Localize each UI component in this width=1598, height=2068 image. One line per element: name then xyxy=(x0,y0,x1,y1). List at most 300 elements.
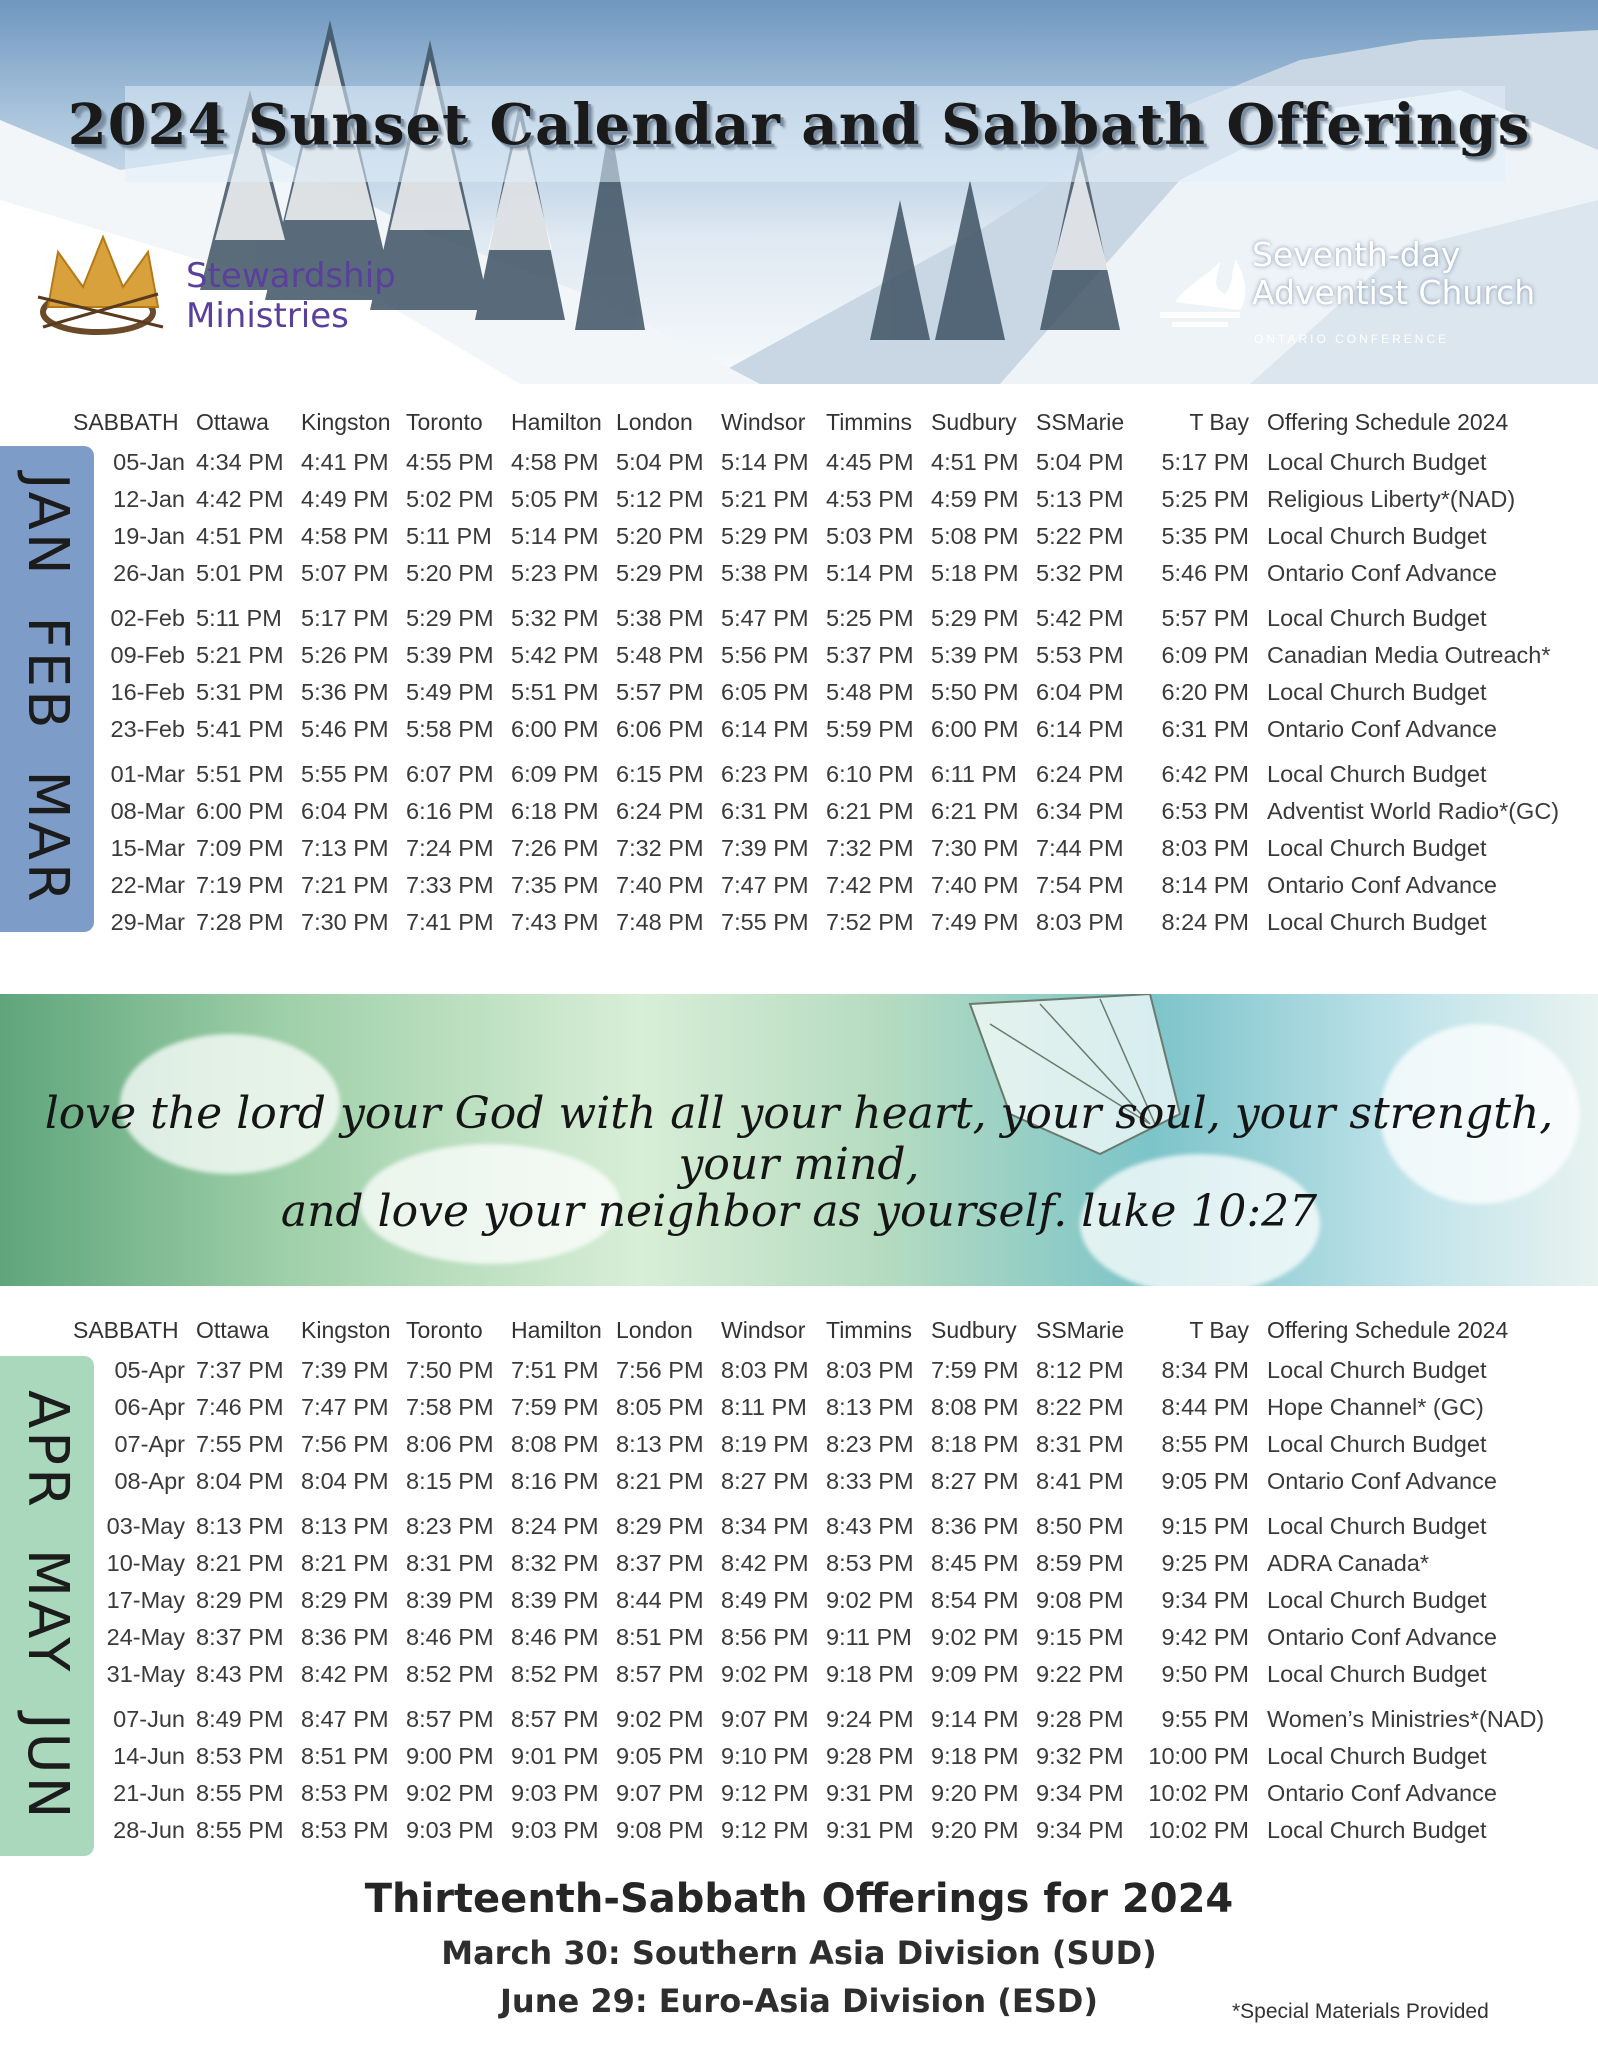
logo-line-1: Stewardship xyxy=(186,256,396,296)
sunset-time-cell: 5:36 PM xyxy=(301,679,389,705)
sunset-time-cell: 6:14 PM xyxy=(721,716,809,742)
sunset-time-cell: 9:15 PM xyxy=(1036,1624,1124,1650)
sabbath-date-cell: 12-Jan xyxy=(113,486,185,512)
sunset-time-cell: 7:32 PM xyxy=(826,835,914,861)
table-header-row xyxy=(72,400,1560,444)
sabbath-date-cell: 03-May xyxy=(106,1513,185,1539)
offering-cell: Ontario Conf Advance xyxy=(1267,1780,1497,1806)
sunset-time-cell: 4:42 PM xyxy=(196,486,284,512)
sunset-time-cell: 4:49 PM xyxy=(301,486,389,512)
sunset-time-cell: 8:46 PM xyxy=(406,1624,494,1650)
sunset-time-cell: 6:24 PM xyxy=(1036,761,1124,787)
sunset-time-cell: 8:49 PM xyxy=(721,1587,809,1613)
sunset-time-cell: 7:50 PM xyxy=(406,1357,494,1383)
sunset-time-cell: 6:06 PM xyxy=(616,716,704,742)
sabbath-date-cell: 07-Jun xyxy=(113,1706,185,1732)
column-header: T Bay xyxy=(1189,1316,1249,1343)
sunset-time-cell: 7:48 PM xyxy=(616,909,704,935)
sunset-time-cell: 7:28 PM xyxy=(196,909,284,935)
sunset-time-cell: 5:20 PM xyxy=(406,560,494,586)
sabbath-date-cell: 22-Mar xyxy=(110,872,185,898)
column-header: Toronto xyxy=(406,408,483,435)
sunset-time-cell: 6:53 PM xyxy=(1161,798,1249,824)
table-row xyxy=(72,1463,1545,1500)
offering-cell: Local Church Budget xyxy=(1267,835,1487,861)
offering-cell: Local Church Budget xyxy=(1267,1357,1487,1383)
sunset-time-cell: 7:41 PM xyxy=(406,909,494,935)
offering-cell: Local Church Budget xyxy=(1267,1513,1487,1539)
sunset-time-cell: 7:59 PM xyxy=(511,1394,599,1420)
sabbath-date-cell: 10-May xyxy=(106,1550,185,1576)
sabbath-date-cell: 23-Feb xyxy=(110,716,185,742)
sunset-time-cell: 5:58 PM xyxy=(406,716,494,742)
sunset-time-cell: 8:14 PM xyxy=(1161,872,1249,898)
sunset-time-cell: 4:51 PM xyxy=(196,523,284,549)
sunset-time-cell: 4:34 PM xyxy=(196,449,284,475)
sunset-time-cell: 8:29 PM xyxy=(301,1587,389,1613)
sunset-time-cell: 5:31 PM xyxy=(196,679,284,705)
offering-cell: Local Church Budget xyxy=(1267,449,1487,475)
sunset-time-cell: 9:03 PM xyxy=(511,1817,599,1843)
sunset-time-cell: 9:12 PM xyxy=(721,1817,809,1843)
sunset-time-cell: 5:35 PM xyxy=(1161,523,1249,549)
sunset-time-cell: 5:29 PM xyxy=(406,605,494,631)
sunset-time-cell: 9:31 PM xyxy=(826,1817,914,1843)
sunset-time-cell: 4:55 PM xyxy=(406,449,494,475)
scripture-line-1: love the lord your God with all your heart, your soul, your strength, your mind, xyxy=(44,1088,1554,1190)
sunset-time-cell: 8:23 PM xyxy=(406,1513,494,1539)
sunset-time-cell: 5:13 PM xyxy=(1036,486,1124,512)
table-row xyxy=(72,867,1560,904)
sunset-time-cell: 6:18 PM xyxy=(511,798,599,824)
table-row xyxy=(72,1500,1545,1545)
sunset-time-cell: 8:57 PM xyxy=(511,1706,599,1732)
sunset-time-cell: 5:38 PM xyxy=(616,605,704,631)
offering-cell: Adventist World Radio*(GC) xyxy=(1267,798,1560,824)
offering-cell: Women’s Ministries*(NAD) xyxy=(1267,1706,1545,1732)
sunset-time-cell: 9:01 PM xyxy=(511,1743,599,1769)
sunset-time-cell: 8:33 PM xyxy=(826,1468,914,1494)
offering-cell: Local Church Budget xyxy=(1267,605,1487,631)
sunset-time-cell: 5:29 PM xyxy=(931,605,1019,631)
column-header: Toronto xyxy=(406,1316,483,1343)
sunset-time-cell: 5:04 PM xyxy=(616,449,704,475)
offering-cell: Hope Channel* (GC) xyxy=(1267,1394,1484,1420)
logo-line-2: Adventist Church xyxy=(1252,273,1536,312)
column-header: Hamilton xyxy=(511,408,602,435)
sunset-time-cell: 8:27 PM xyxy=(931,1468,1019,1494)
sunset-time-cell: 9:11 PM xyxy=(826,1624,912,1650)
sunset-time-cell: 5:48 PM xyxy=(616,642,704,668)
sunset-time-cell: 7:56 PM xyxy=(616,1357,704,1383)
sunset-time-cell: 6:21 PM xyxy=(826,798,914,824)
sunset-time-cell: 8:53 PM xyxy=(826,1550,914,1576)
column-header: Ottawa xyxy=(196,408,269,435)
sunset-time-cell: 8:44 PM xyxy=(1161,1394,1249,1420)
sunset-time-cell: 5:29 PM xyxy=(721,523,809,549)
sunset-time-cell: 6:09 PM xyxy=(1161,642,1249,668)
sunset-time-cell: 5:55 PM xyxy=(301,761,389,787)
sunset-time-cell: 9:02 PM xyxy=(406,1780,494,1806)
sunset-time-cell: 9:25 PM xyxy=(1161,1550,1249,1576)
sunset-table-q2 xyxy=(72,1308,1545,1849)
sunset-time-cell: 7:55 PM xyxy=(721,909,809,935)
sunset-time-cell: 5:29 PM xyxy=(616,560,704,586)
sunset-time-cell: 5:49 PM xyxy=(406,679,494,705)
sunset-time-cell: 9:22 PM xyxy=(1036,1661,1124,1687)
header-banner xyxy=(0,0,1598,384)
sunset-time-cell: 10:02 PM xyxy=(1148,1817,1249,1843)
sunset-time-cell: 7:33 PM xyxy=(406,872,494,898)
sabbath-date-cell: 14-Jun xyxy=(113,1743,185,1769)
table-row xyxy=(72,674,1560,711)
sunset-time-cell: 5:37 PM xyxy=(826,642,914,668)
sunset-time-cell: 6:15 PM xyxy=(616,761,704,787)
sabbath-date-cell: 15-Mar xyxy=(110,835,185,861)
sabbath-date-cell: 21-Jun xyxy=(113,1780,185,1806)
sunset-time-cell: 9:34 PM xyxy=(1036,1780,1124,1806)
sunset-time-cell: 6:20 PM xyxy=(1161,679,1249,705)
offering-cell: Ontario Conf Advance xyxy=(1267,872,1497,898)
table-row xyxy=(72,1389,1545,1426)
sunset-time-cell: 7:24 PM xyxy=(406,835,494,861)
sunset-time-cell: 8:13 PM xyxy=(616,1431,704,1457)
special-materials-note: *Special Materials Provided xyxy=(1232,2000,1489,2023)
sabbath-date-cell: 05-Apr xyxy=(114,1357,185,1383)
sunset-time-cell: 5:17 PM xyxy=(301,605,389,631)
sabbath-date-cell: 09-Feb xyxy=(110,642,185,668)
table-row xyxy=(72,1619,1545,1656)
sunset-time-cell: 5:32 PM xyxy=(511,605,599,631)
sunset-time-cell: 9:20 PM xyxy=(931,1780,1019,1806)
sunset-time-cell: 8:29 PM xyxy=(196,1587,284,1613)
sunset-time-cell: 7:30 PM xyxy=(931,835,1019,861)
sunset-time-cell: 5:07 PM xyxy=(301,560,389,586)
sunset-time-cell: 5:02 PM xyxy=(406,486,494,512)
sunset-time-cell: 5:39 PM xyxy=(406,642,494,668)
sunset-time-cell: 7:32 PM xyxy=(616,835,704,861)
offering-cell: Canadian Media Outreach* xyxy=(1267,642,1551,668)
table-row xyxy=(72,1656,1545,1693)
sunset-time-cell: 7:56 PM xyxy=(301,1431,389,1457)
sunset-time-cell: 7:30 PM xyxy=(301,909,389,935)
sunset-time-cell: 6:21 PM xyxy=(931,798,1019,824)
sunset-time-cell: 6:11 PM xyxy=(931,761,1017,787)
table-row xyxy=(72,793,1560,830)
sunset-time-cell: 6:14 PM xyxy=(1036,716,1124,742)
scripture-line-2: and love your neighbor as yourself. luke 10:27 xyxy=(280,1186,1318,1237)
sunset-time-cell: 7:35 PM xyxy=(511,872,599,898)
table-row xyxy=(72,1738,1545,1775)
sunset-time-cell: 8:13 PM xyxy=(196,1513,284,1539)
sabbath-date-cell: 02-Feb xyxy=(110,605,185,631)
sunset-time-cell: 9:12 PM xyxy=(721,1780,809,1806)
sunset-time-cell: 8:37 PM xyxy=(196,1624,284,1650)
sunset-time-cell: 6:07 PM xyxy=(406,761,494,787)
sunset-time-cell: 9:34 PM xyxy=(1161,1587,1249,1613)
sunset-time-cell: 5:22 PM xyxy=(1036,523,1124,549)
sunset-time-cell: 8:41 PM xyxy=(1036,1468,1124,1494)
table-row xyxy=(72,555,1560,592)
table-row xyxy=(72,1775,1545,1812)
column-header: SSMarie xyxy=(1036,1316,1125,1343)
sabbath-date-cell: 24-May xyxy=(106,1624,185,1650)
sunset-time-cell: 9:50 PM xyxy=(1161,1661,1249,1687)
sunset-time-cell: 8:23 PM xyxy=(826,1431,914,1457)
sunset-time-cell: 9:02 PM xyxy=(616,1706,704,1732)
sunset-time-cell: 8:39 PM xyxy=(511,1587,599,1613)
sunset-time-cell: 8:24 PM xyxy=(1161,909,1249,935)
sunset-time-cell: 5:53 PM xyxy=(1036,642,1124,668)
table-row xyxy=(72,592,1560,637)
sunset-time-cell: 5:14 PM xyxy=(511,523,599,549)
quarter-tab-label: JAN FEB MAR xyxy=(15,473,80,905)
sunset-time-cell: 7:55 PM xyxy=(196,1431,284,1457)
sunset-time-cell: 8:16 PM xyxy=(511,1468,599,1494)
sunset-time-cell: 6:04 PM xyxy=(301,798,389,824)
sabbath-date-cell: 26-Jan xyxy=(113,560,185,586)
sda-logo-text xyxy=(1252,236,1535,312)
sabbath-date-cell: 29-Mar xyxy=(110,909,185,935)
sunset-time-cell: 8:04 PM xyxy=(301,1468,389,1494)
sunset-time-cell: 5:57 PM xyxy=(1161,605,1249,631)
offering-cell: Ontario Conf Advance xyxy=(1267,1624,1497,1650)
sunset-time-cell: 5:50 PM xyxy=(931,679,1019,705)
sunset-time-cell: 4:41 PM xyxy=(301,449,389,475)
offering-cell: Local Church Budget xyxy=(1267,1817,1487,1843)
sunset-time-cell: 4:58 PM xyxy=(511,449,599,475)
sunset-time-cell: 5:11 PM xyxy=(406,523,492,549)
sunset-time-cell: 8:37 PM xyxy=(616,1550,704,1576)
sunset-time-cell: 9:14 PM xyxy=(931,1706,1019,1732)
sunset-time-cell: 5:01 PM xyxy=(196,560,284,586)
sunset-time-cell: 9:15 PM xyxy=(1161,1513,1249,1539)
sunset-time-cell: 8:08 PM xyxy=(511,1431,599,1457)
sunset-time-cell: 8:24 PM xyxy=(511,1513,599,1539)
sunset-time-cell: 7:43 PM xyxy=(511,909,599,935)
sunset-time-cell: 8:44 PM xyxy=(616,1587,704,1613)
sunset-time-cell: 8:31 PM xyxy=(1036,1431,1124,1457)
column-header: Offering Schedule 2024 xyxy=(1267,1316,1509,1343)
sunset-time-cell: 8:36 PM xyxy=(931,1513,1019,1539)
sabbath-date-cell: 05-Jan xyxy=(113,449,185,475)
sunset-time-cell: 6:09 PM xyxy=(511,761,599,787)
sunset-time-cell: 8:59 PM xyxy=(1036,1550,1124,1576)
sunset-time-cell: 5:32 PM xyxy=(1036,560,1124,586)
table-row xyxy=(72,481,1560,518)
sunset-time-cell: 7:49 PM xyxy=(931,909,1019,935)
sunset-time-cell: 9:20 PM xyxy=(931,1817,1019,1843)
sunset-time-cell: 8:13 PM xyxy=(826,1394,914,1420)
sunset-time-cell: 6:23 PM xyxy=(721,761,809,787)
sunset-time-cell: 9:03 PM xyxy=(406,1817,494,1843)
sunset-time-cell: 5:42 PM xyxy=(511,642,599,668)
sunset-time-cell: 8:45 PM xyxy=(931,1550,1019,1576)
sunset-time-cell: 5:04 PM xyxy=(1036,449,1124,475)
sunset-time-cell: 7:37 PM xyxy=(196,1357,284,1383)
sunset-time-cell: 8:47 PM xyxy=(301,1706,389,1732)
column-header: London xyxy=(616,1316,693,1343)
sunset-time-cell: 9:42 PM xyxy=(1161,1624,1249,1650)
sunset-time-cell: 8:53 PM xyxy=(301,1817,389,1843)
offering-cell: Local Church Budget xyxy=(1267,1587,1487,1613)
table-row xyxy=(72,637,1560,674)
sunset-time-cell: 8:52 PM xyxy=(406,1661,494,1687)
sunset-time-cell: 8:08 PM xyxy=(931,1394,1019,1420)
sunset-time-cell: 8:51 PM xyxy=(301,1743,389,1769)
column-header: Sudbury xyxy=(931,408,1017,435)
sunset-time-cell: 8:11 PM xyxy=(721,1394,807,1420)
column-header: Timmins xyxy=(826,1316,913,1343)
sunset-time-cell: 9:34 PM xyxy=(1036,1817,1124,1843)
sunset-time-cell: 4:51 PM xyxy=(931,449,1019,475)
sunset-time-cell: 8:32 PM xyxy=(511,1550,599,1576)
column-header: Ottawa xyxy=(196,1316,269,1343)
table-row xyxy=(72,748,1560,793)
sunset-time-cell: 8:03 PM xyxy=(1161,835,1249,861)
sunset-time-cell: 8:43 PM xyxy=(826,1513,914,1539)
sunset-time-cell: 8:49 PM xyxy=(196,1706,284,1732)
table-row xyxy=(72,1545,1545,1582)
sunset-time-cell: 8:03 PM xyxy=(1036,909,1124,935)
sunset-time-cell: 9:03 PM xyxy=(511,1780,599,1806)
sunset-time-cell: 8:19 PM xyxy=(721,1431,809,1457)
sunset-time-cell: 8:46 PM xyxy=(511,1624,599,1650)
column-header: Kingston xyxy=(301,408,391,435)
sunset-time-cell: 9:28 PM xyxy=(826,1743,914,1769)
sunset-time-cell: 7:59 PM xyxy=(931,1357,1019,1383)
sunset-time-cell: 8:56 PM xyxy=(721,1624,809,1650)
sunset-time-cell: 9:07 PM xyxy=(721,1706,809,1732)
sunset-time-cell: 5:14 PM xyxy=(721,449,809,475)
sunset-time-cell: 7:40 PM xyxy=(931,872,1019,898)
sunset-time-cell: 9:02 PM xyxy=(826,1587,914,1613)
table-row xyxy=(72,1812,1545,1849)
sunset-time-cell: 7:51 PM xyxy=(511,1357,599,1383)
sunset-time-cell: 8:13 PM xyxy=(301,1513,389,1539)
sabbath-date-cell: 07-Apr xyxy=(114,1431,185,1457)
sunset-time-cell: 7:19 PM xyxy=(196,872,284,898)
sunset-time-cell: 5:23 PM xyxy=(511,560,599,586)
sunset-time-cell: 7:47 PM xyxy=(301,1394,389,1420)
thirteenth-sabbath-line-1: March 30: Southern Asia Division (SUD) xyxy=(441,1934,1157,1972)
sunset-time-cell: 9:02 PM xyxy=(931,1624,1019,1650)
table-row xyxy=(72,904,1560,941)
sunset-time-cell: 8:27 PM xyxy=(721,1468,809,1494)
sunset-time-cell: 8:36 PM xyxy=(301,1624,389,1650)
column-header: Windsor xyxy=(721,408,806,435)
sunset-time-cell: 5:25 PM xyxy=(826,605,914,631)
sunset-time-cell: 8:31 PM xyxy=(406,1550,494,1576)
sunset-time-cell: 9:05 PM xyxy=(1161,1468,1249,1494)
sunset-time-cell: 6:04 PM xyxy=(1036,679,1124,705)
sunset-time-cell: 5:41 PM xyxy=(196,716,284,742)
column-header: SSMarie xyxy=(1036,408,1125,435)
sunset-time-cell: 6:42 PM xyxy=(1161,761,1249,787)
sunset-time-cell: 5:08 PM xyxy=(931,523,1019,549)
offering-cell: ADRA Canada* xyxy=(1267,1550,1429,1576)
sunset-time-cell: 8:53 PM xyxy=(196,1743,284,1769)
sunset-time-cell: 8:18 PM xyxy=(931,1431,1019,1457)
sunset-time-cell: 5:03 PM xyxy=(826,523,914,549)
sabbath-date-cell: 01-Mar xyxy=(110,761,185,787)
page-title: 2024 Sunset Calendar and Sabbath Offerings xyxy=(67,92,1531,158)
sunset-table-q1 xyxy=(72,400,1560,941)
table-row xyxy=(72,1582,1545,1619)
sunset-time-cell: 8:52 PM xyxy=(511,1661,599,1687)
sunset-time-cell: 7:44 PM xyxy=(1036,835,1124,861)
sabbath-date-cell: 16-Feb xyxy=(110,679,185,705)
sunset-time-cell: 8:06 PM xyxy=(406,1431,494,1457)
sabbath-date-cell: 28-Jun xyxy=(113,1817,185,1843)
sunset-time-cell: 7:42 PM xyxy=(826,872,914,898)
sunset-time-cell: 5:21 PM xyxy=(721,486,809,512)
sunset-time-cell: 7:39 PM xyxy=(721,835,809,861)
sunset-time-cell: 7:09 PM xyxy=(196,835,284,861)
column-header: Windsor xyxy=(721,1316,806,1343)
thirteenth-sabbath-line-2: June 29: Euro-Asia Division (ESD) xyxy=(500,1982,1098,2020)
sunset-time-cell: 4:45 PM xyxy=(826,449,914,475)
stewardship-logo-text xyxy=(186,256,396,336)
sunset-time-cell: 5:26 PM xyxy=(301,642,389,668)
sunset-time-cell: 9:09 PM xyxy=(931,1661,1019,1687)
sunset-time-cell: 8:53 PM xyxy=(301,1780,389,1806)
table-row xyxy=(72,830,1560,867)
sunset-time-cell: 8:29 PM xyxy=(616,1513,704,1539)
sunset-time-cell: 6:10 PM xyxy=(826,761,914,787)
sunset-time-cell: 6:00 PM xyxy=(511,716,599,742)
sunset-time-cell: 4:53 PM xyxy=(826,486,914,512)
sunset-time-cell: 8:12 PM xyxy=(1036,1357,1124,1383)
offering-cell: Local Church Budget xyxy=(1267,1431,1487,1457)
sunset-time-cell: 5:18 PM xyxy=(931,560,1019,586)
column-header: Kingston xyxy=(301,1316,391,1343)
sunset-time-cell: 7:21 PM xyxy=(301,872,389,898)
column-header: SABBATH xyxy=(73,1316,179,1343)
sunset-time-cell: 6:31 PM xyxy=(1161,716,1249,742)
column-header: Hamilton xyxy=(511,1316,602,1343)
table-row xyxy=(72,444,1560,481)
sunset-time-cell: 8:42 PM xyxy=(301,1661,389,1687)
sunset-time-cell: 8:39 PM xyxy=(406,1587,494,1613)
sunset-time-cell: 5:12 PM xyxy=(616,486,704,512)
conference-subtitle: ONTARIO CONFERENCE xyxy=(1254,332,1450,346)
sunset-time-cell: 9:00 PM xyxy=(406,1743,494,1769)
sunset-time-cell: 8:21 PM xyxy=(301,1550,389,1576)
sunset-time-cell: 5:38 PM xyxy=(721,560,809,586)
sunset-time-cell: 8:50 PM xyxy=(1036,1513,1124,1539)
offering-cell: Religious Liberty*(NAD) xyxy=(1267,486,1516,512)
table-header-row xyxy=(72,1308,1545,1352)
offering-cell: Local Church Budget xyxy=(1267,761,1487,787)
sunset-time-cell: 9:32 PM xyxy=(1036,1743,1124,1769)
sunset-time-cell: 7:52 PM xyxy=(826,909,914,935)
quarter-tab-label: APR MAY JUN xyxy=(15,1390,80,1822)
offering-cell: Local Church Budget xyxy=(1267,1661,1487,1687)
sunset-time-cell: 5:20 PM xyxy=(616,523,704,549)
thirteenth-sabbath-title: Thirteenth-Sabbath Offerings for 2024 xyxy=(364,1876,1234,1922)
sunset-time-cell: 7:54 PM xyxy=(1036,872,1124,898)
sunset-time-cell: 9:28 PM xyxy=(1036,1706,1124,1732)
sunset-time-cell: 9:55 PM xyxy=(1161,1706,1249,1732)
sunset-time-cell: 7:26 PM xyxy=(511,835,599,861)
offering-cell: Local Church Budget xyxy=(1267,1743,1487,1769)
sunset-time-cell: 8:57 PM xyxy=(616,1661,704,1687)
table-row xyxy=(72,1693,1545,1738)
sunset-time-cell: 5:05 PM xyxy=(511,486,599,512)
sunset-time-cell: 9:07 PM xyxy=(616,1780,704,1806)
sunset-time-cell: 6:31 PM xyxy=(721,798,809,824)
